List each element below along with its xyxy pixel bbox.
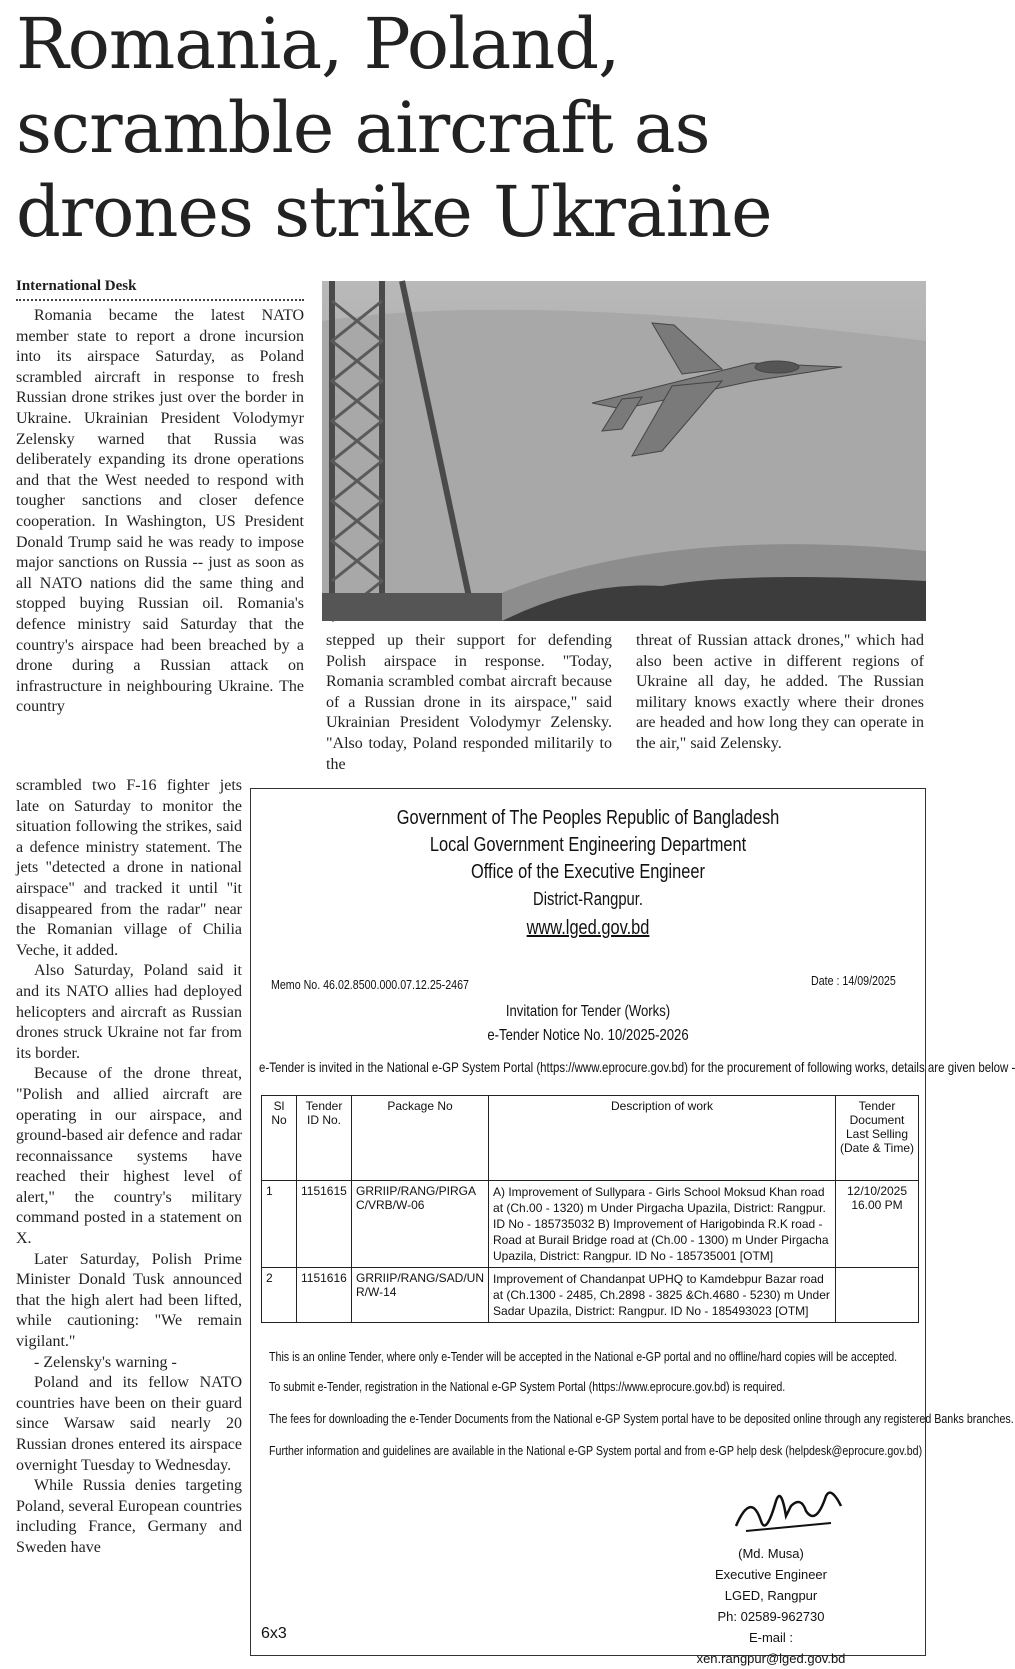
ad-website: www.lged.gov.bd <box>526 917 650 939</box>
ad-notice-number: e-Tender Notice No. 10/2025-2026 <box>487 1027 689 1044</box>
cell-sl: 1 <box>262 1181 297 1268</box>
article-paragraph: scrambled two F-16 fighter jets late on Saturday to monitor the situation following the strikes, said a defence ministry statement. The jets "detected a drone in national airspace" and tracked it until "it disappeared from the radar" near the Romanian village of Chilia Veche, it added. <box>16 777 242 959</box>
cell-description: Improvement of Chandanpat UPHQ to Kamdebpur Bazar road at (Ch.1300 - 2485, Ch.2898 - 3825 &Ch.4680 - 5230) m Under Sadar Upazila, District: Rangpur. ID No - 185493023 [OTM] <box>489 1268 836 1323</box>
cell-description: A) Improvement of Sullypara - Girls School Moksud Khan road at (Ch.00 - 1320) m Under Pirgacha Upazila, District: Rangpur. ID No - 185735032 B) Improvement of Harigobinda R.K road - Road at Burail Bridge road at (Ch.00 - 1300) m Under Pirgacha Upazila, District: Rangpur. ID No - 185735001 [OTM] <box>489 1181 836 1268</box>
cell-tender-id: 1151615 <box>297 1181 352 1268</box>
headline <box>16 2 916 254</box>
ad-government: Government of The Peoples Republic of Bangladesh <box>396 807 780 829</box>
ad-size-label: 6x3 <box>261 1625 287 1642</box>
ad-note-online: This is an online Tender, where only e-Tender will be accepted in the National e-GP portal and no offline/hard copies will be accepted. <box>269 1349 898 1364</box>
header-last-selling: Tender Document Last Selling (Date & Time) <box>836 1096 919 1181</box>
tender-advertisement <box>250 788 1015 1666</box>
subheading-zelensky-warning: - Zelensky's warning - <box>34 1353 177 1371</box>
cell-package: GRRIIP/RANG/PIRGA C/VRB/W-06 <box>352 1181 489 1268</box>
signer-name: (Md. Musa) <box>738 1546 804 1561</box>
ad-date: Date : 14/09/2025 <box>811 973 896 988</box>
cell-package: GRRIIP/RANG/SAD/UN R/W-14 <box>352 1268 489 1323</box>
cell-tender-id: 1151616 <box>297 1268 352 1323</box>
article-paragraph: Also Saturday, Poland said it and its NATO allies had deployed helicopters and aircraft as Russian drones struck Ukraine not far from its border. <box>16 962 242 1062</box>
article-column-1-continued <box>16 776 242 1559</box>
ad-district: District-Rangpur. <box>533 889 643 909</box>
headline-line-1: Romania, Poland, <box>16 3 620 85</box>
signer-organization: LGED, Rangpur <box>724 1588 818 1603</box>
article-paragraph: While Russia denies targeting Poland, several European countries including France, Germany and Sweden have <box>16 1477 242 1556</box>
ad-note-registration: To submit e-Tender, registration in the National e-GP System Portal (https://www.eprocure.gov.bd) is required. <box>269 1379 786 1394</box>
headline-line-2: scramble aircraft as <box>16 87 710 169</box>
article-paragraph: threat of Russian attack drones," which had also been active in different regions of Ukraine all day, he added. The Russian military knows exactly where their drones are headed and how long they can operate in the air," said Zelensky. <box>636 632 924 752</box>
article-column-1 <box>16 306 304 718</box>
header-tender-id: Tender ID No. <box>297 1096 352 1181</box>
signer-email: E-mail : xen.rangpur@lged.gov.bd <box>696 1630 846 1666</box>
ad-note-guidelines: Further information and guidelines are available in the National e-GP System portal and from e-GP help desk (helpdesk@eprocure.gov.bd) <box>269 1443 923 1458</box>
ad-note-fees: The fees for downloading the e-Tender Documents from the National e-GP System portal have to be deposited online through any registered Banks branches. <box>269 1411 1014 1426</box>
ad-department: Local Government Engineering Department <box>429 834 747 856</box>
article-paragraph: Because of the drone threat, "Polish and allied aircraft are operating in our airspace, and ground-based air defence and radar reconnaissance systems have reached their highest level of alert," the country's military command posted in a statement on X. <box>16 1065 242 1248</box>
article-paragraph: Later Saturday, Polish Prime Minister Donald Tusk announced that the high alert had been lifted, while cautioning: "We remain vigilant." <box>16 1250 242 1351</box>
signature <box>731 1481 851 1541</box>
cell-last-selling: 12/10/2025 16.00 PM <box>836 1181 919 1268</box>
table-row <box>262 1181 919 1268</box>
ad-office: Office of the Executive Engineer <box>470 861 705 883</box>
article-paragraph: Poland and its fellow NATO countries have been on their guard since Warsaw said nearly 20 Russian drones entered its airspace overnight Tuesday to Wednesday. <box>16 1374 242 1474</box>
cell-sl: 2 <box>262 1268 297 1323</box>
header-sl: Sl No <box>262 1096 297 1181</box>
article-paragraph: Romania became the latest NATO member state to report a drone incursion into its airspace Saturday, as Poland scrambled aircraft in response to fresh Russian drone strikes just over the border in Ukraine. Ukrainian President Volodymyr Zelensky warned that Russia was deliberately expanding its drone operations and that the West needed to respond with tougher sanctions and closer defence cooperation. In Washington, US President Donald Trump said he was ready to impose major sanctions on Russia -- just as soon as all NATO nations did the same thing and stopped buying Russian oil. Romania's defence ministry said Saturday that the country's airspace had been breached by a drone during a Russian attack on infrastructure in neighbouring Ukraine. The country <box>16 307 304 716</box>
header-description: Description of work <box>489 1096 836 1181</box>
tender-table <box>261 1095 919 1323</box>
ad-intro: e-Tender is invited in the National e-GP System Portal (https://www.eprocure.gov.bd) for the procurement of following works, details are given below - <box>259 1059 1015 1075</box>
table-header-row <box>262 1096 919 1181</box>
article-column-3 <box>636 631 924 755</box>
table-row <box>262 1268 919 1323</box>
ad-invitation-title: Invitation for Tender (Works) <box>505 1003 671 1020</box>
signer-phone: Ph: 02589-962730 <box>717 1609 825 1624</box>
cell-last-selling <box>836 1268 919 1323</box>
byline-desk: International Desk <box>16 278 304 301</box>
article-paragraph: stepped up their support for defending Polish airspace in response. "Today, Romania scrambled combat aircraft because of a Russian drone in its airspace," said Ukrainian President Volodymyr Zelensky. "Also today, Poland responded militarily to the <box>326 632 612 773</box>
ad-memo: Memo No. 46.02.8500.000.07.12.25-2467 <box>271 977 469 992</box>
article-column-2 <box>326 631 612 775</box>
signature-block <box>691 1543 851 1669</box>
fighter-jet-photo <box>322 281 926 621</box>
headline-line-3: drones strike Ukraine <box>16 171 772 253</box>
header-package: Package No <box>352 1096 489 1181</box>
signer-designation: Executive Engineer <box>714 1567 827 1582</box>
